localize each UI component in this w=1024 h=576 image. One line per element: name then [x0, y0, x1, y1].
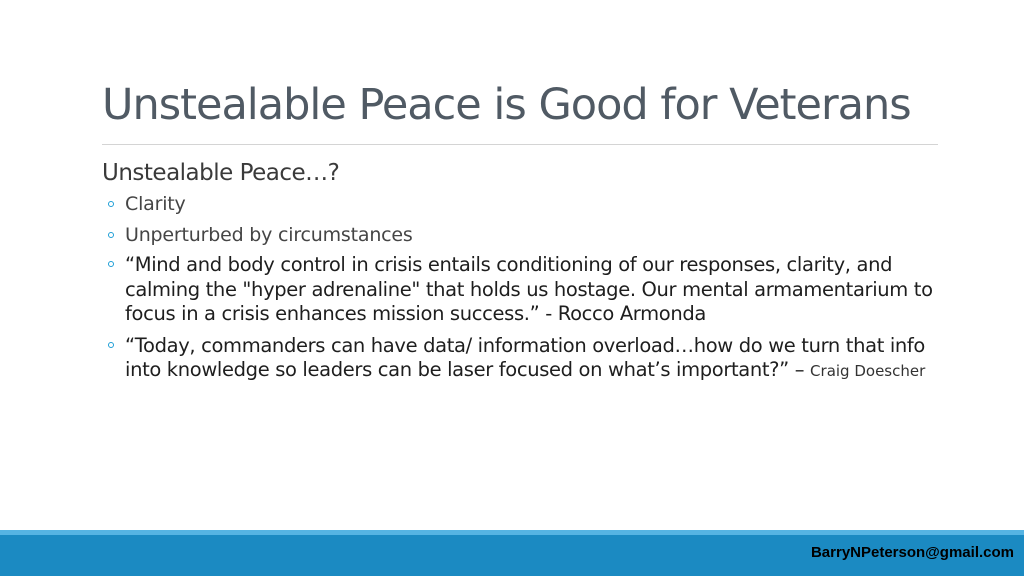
bullet-text: Clarity [125, 193, 186, 215]
list-item [102, 190, 942, 218]
circle-bullet-icon [108, 201, 114, 207]
bullet-list [102, 190, 942, 387]
circle-bullet-icon [108, 232, 114, 238]
list-item [102, 252, 942, 330]
quote-text: “Mind and body control in crisis entails conditioning of our responses, clarity, and calming the "hyper adrenaline" that holds us hostage. Our mental armamentarium to focus in a crisis enhances mission success.” - Rocco Armonda [125, 253, 933, 325]
quote-text: “Today, commanders can have data/ information overload…how do we turn that info into knowledge so leaders can be laser focused on what’s important?” – [125, 333, 926, 381]
footer-email: BarryNPeterson@gmail.com [810, 544, 1014, 561]
title-divider [102, 144, 938, 145]
quote-attribution: Craig Doescher [810, 362, 926, 380]
circle-bullet-icon [108, 261, 114, 267]
bullet-text: Unperturbed by circumstances [125, 224, 413, 246]
slide-title: Unstealable Peace is Good for Veterans [102, 80, 911, 130]
circle-bullet-icon [108, 342, 114, 348]
slide-content [102, 156, 942, 390]
list-item [102, 333, 942, 387]
footer-bar [0, 535, 1024, 576]
section-heading: Unstealable Peace…? [102, 160, 340, 186]
list-item [102, 221, 942, 249]
